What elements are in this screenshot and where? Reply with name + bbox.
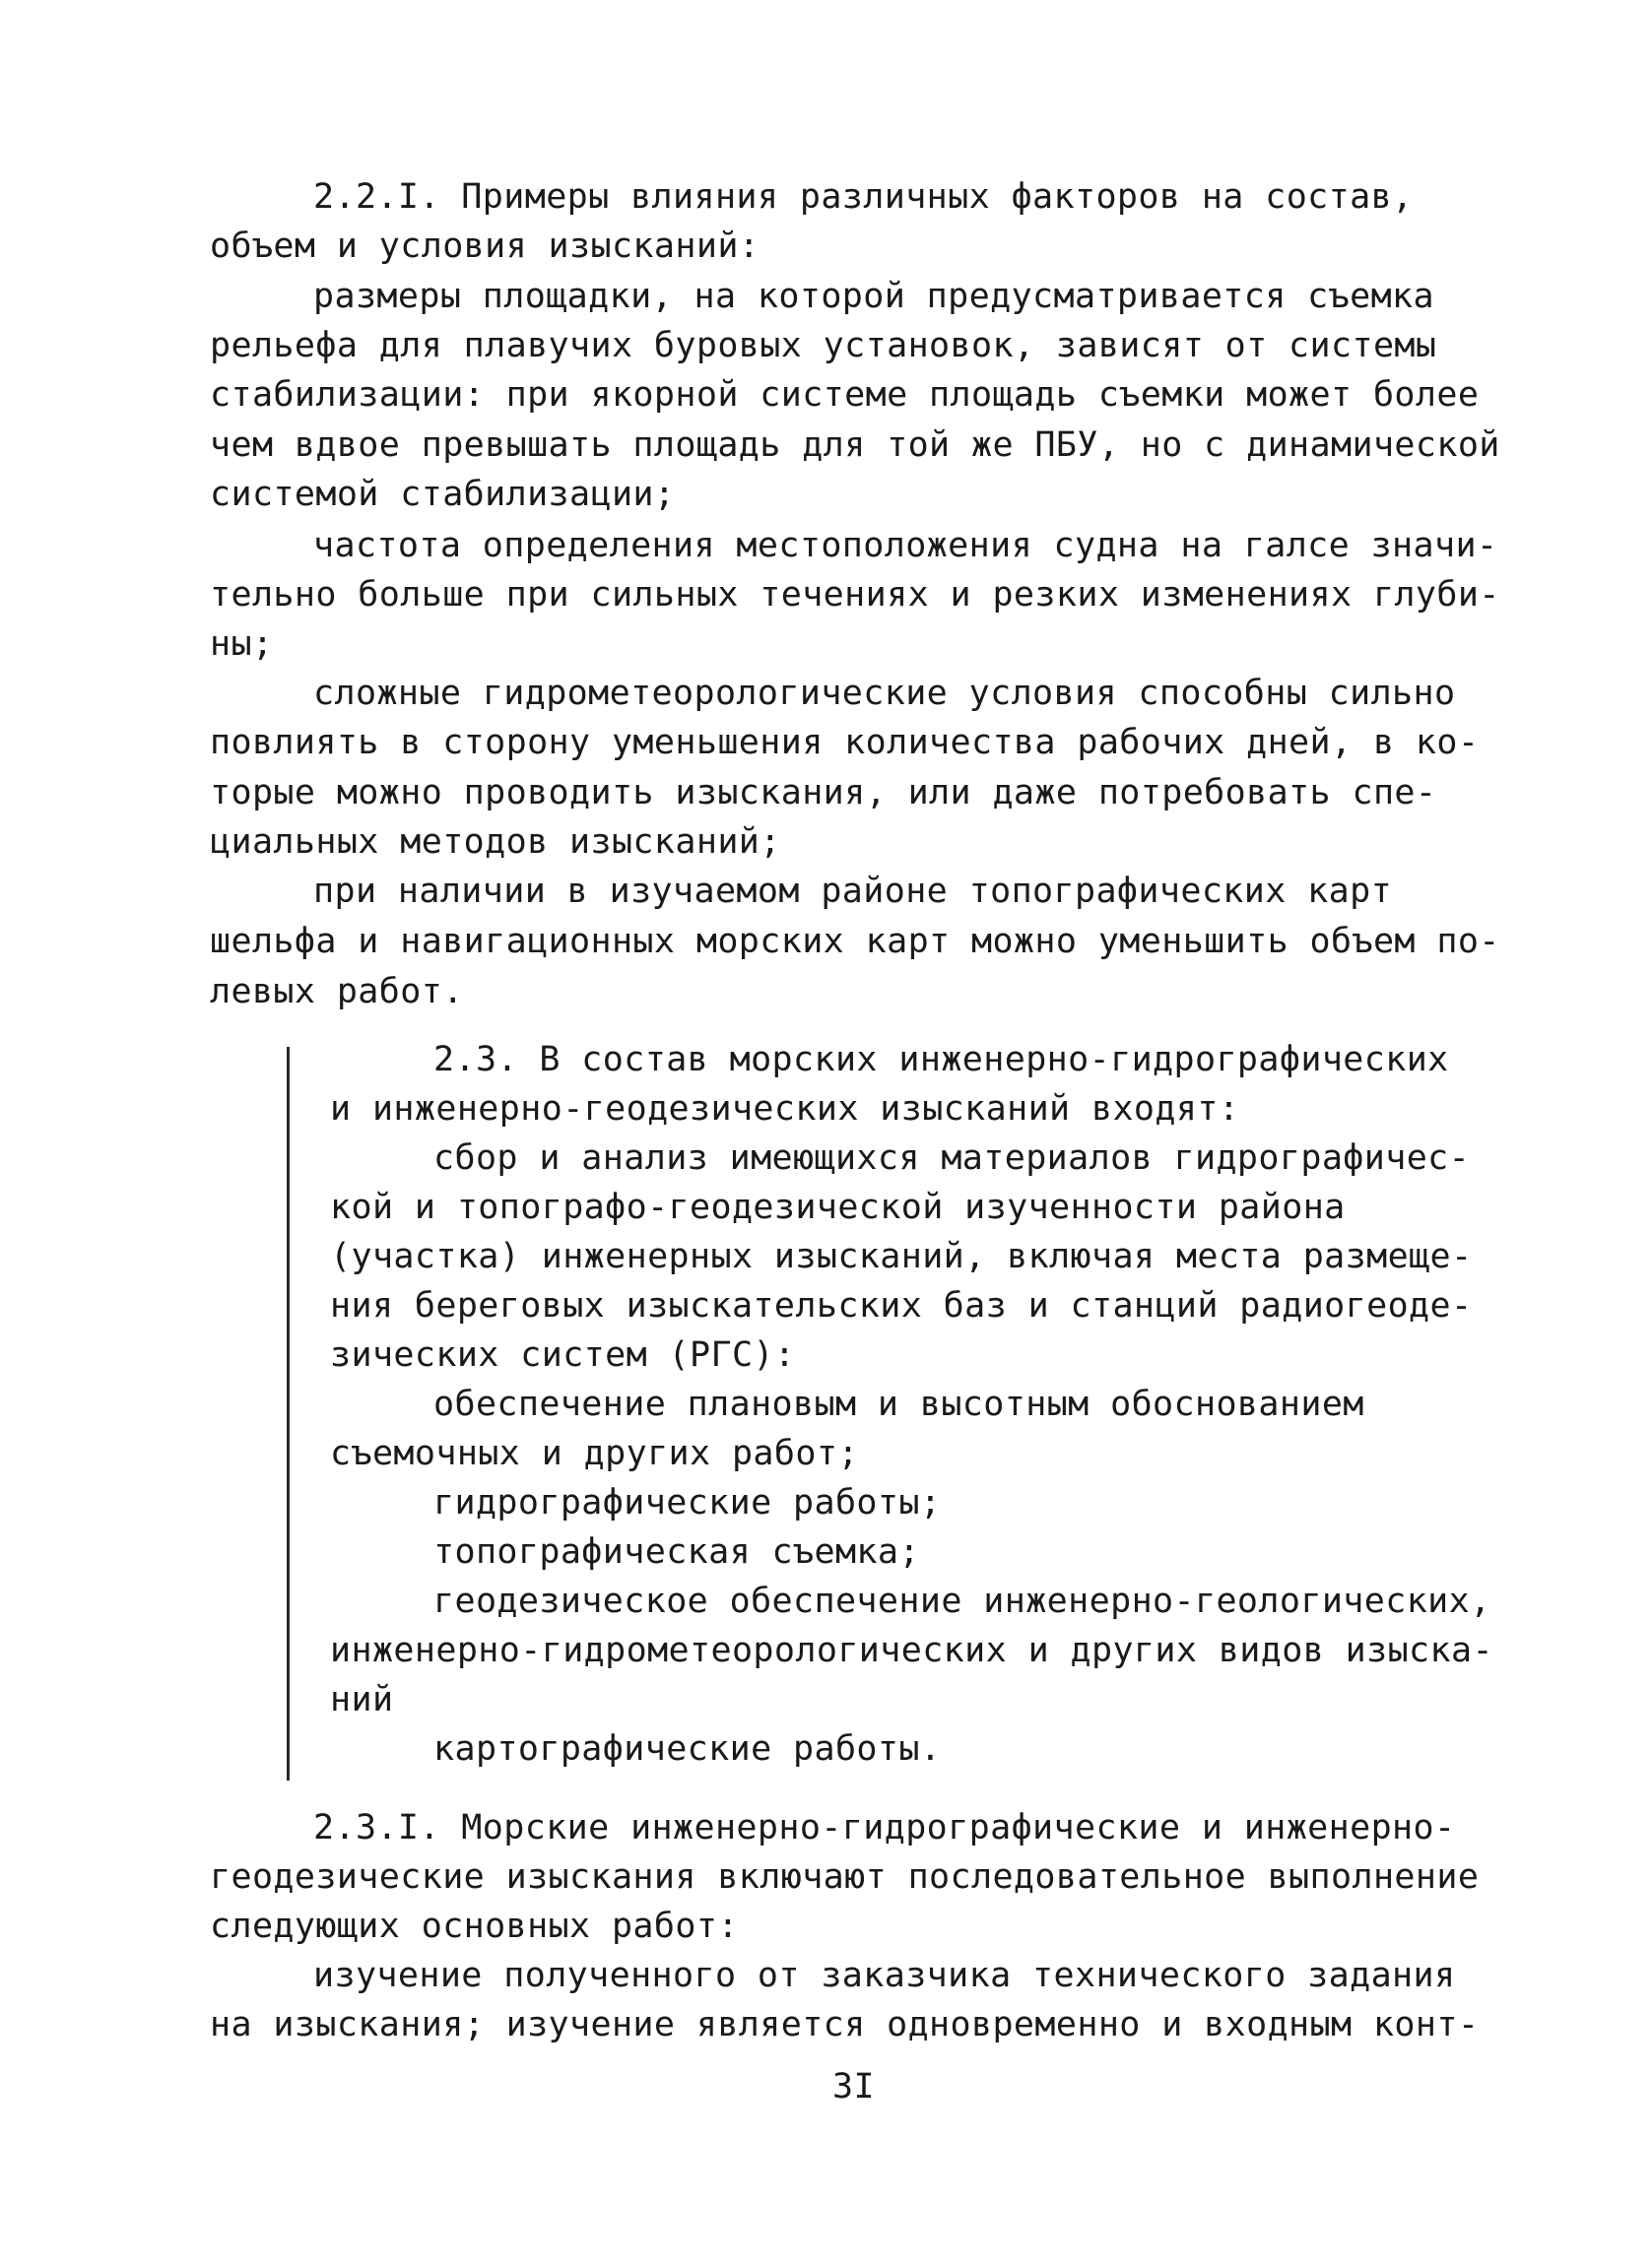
text-line: повлиять в сторону уменьшения количества рабочих дней, в ко-	[210, 723, 1480, 762]
text-line: геодезические изыскания включают последовательное выполнение	[210, 1857, 1480, 1897]
text-line: (участка) инженерных изысканий, включая места размеще-	[330, 1237, 1473, 1276]
text-line: 2.3. В состав морских инженерно-гидрографических	[433, 1040, 1449, 1079]
text-line: обеспечение плановым и высотным обоснованием	[433, 1385, 1364, 1424]
page-number: 3I	[832, 2067, 875, 2106]
text-line: ний	[330, 1680, 394, 1719]
text-line: левых работ.	[210, 972, 464, 1011]
text-line: при наличии в изучаемом районе топографических карт	[313, 872, 1393, 911]
text-line: ны;	[210, 624, 274, 664]
text-line: съемочных и других работ;	[330, 1434, 859, 1473]
text-line: размеры площадки, на которой предусматривается съемка	[313, 277, 1435, 316]
text-line: следующих основных работ:	[210, 1907, 739, 1946]
text-line: объем и условия изысканий:	[210, 227, 760, 266]
revision-bar	[287, 1047, 290, 1781]
text-line: инженерно-гидрометеорологических и других видов изыска-	[330, 1631, 1493, 1670]
text-line: 2.2.I. Примеры влияния различных факторов на состав,	[313, 177, 1414, 217]
text-line: 2.3.I. Морские инженерно-гидрографические и инженерно-	[313, 1808, 1456, 1847]
text-line: сбор и анализ имеющихся материалов гидрографичес-	[433, 1138, 1471, 1178]
text-line: и инженерно-геодезических изысканий входят:	[330, 1089, 1240, 1129]
text-line: системой стабилизации;	[210, 475, 676, 514]
text-line: геодезическое обеспечение инженерно-геологических,	[433, 1582, 1491, 1621]
text-line: торые можно проводить изыскания, или даже потребовать спе-	[210, 773, 1437, 812]
text-line: шельфа и навигационных морских карт можно уменьшить объем по-	[210, 922, 1500, 961]
text-line: ния береговых изыскательских баз и станций радиогеоде-	[330, 1286, 1473, 1326]
text-line: кой и топографо-геодезической изученности района	[330, 1188, 1346, 1227]
text-line: зических систем (РГС):	[330, 1335, 796, 1375]
text-line: циальных методов изысканий;	[210, 822, 781, 862]
text-line: изучение полученного от заказчика технического задания	[313, 1956, 1456, 1995]
text-line: топографическая съемка;	[433, 1532, 920, 1572]
text-line: стабилизации: при якорной системе площадь съемки может более	[210, 375, 1480, 415]
text-line: тельно больше при сильных течениях и резких изменениях глуби-	[210, 575, 1500, 615]
text-line: сложные гидрометеорологические условия способны сильно	[313, 674, 1456, 713]
text-line: картографические работы.	[433, 1729, 942, 1769]
text-line: чем вдвое превышать площадь для той же ПБУ, но с динамической	[210, 425, 1500, 465]
text-line: рельефа для плавучих буровых установок, зависят от системы	[210, 326, 1437, 365]
text-line: гидрографические работы;	[433, 1483, 942, 1523]
text-line: частота определения местоположения судна на галсе значи-	[313, 526, 1498, 565]
text-line: на изыскания; изучение является одновременно и входным конт-	[210, 2005, 1480, 2044]
